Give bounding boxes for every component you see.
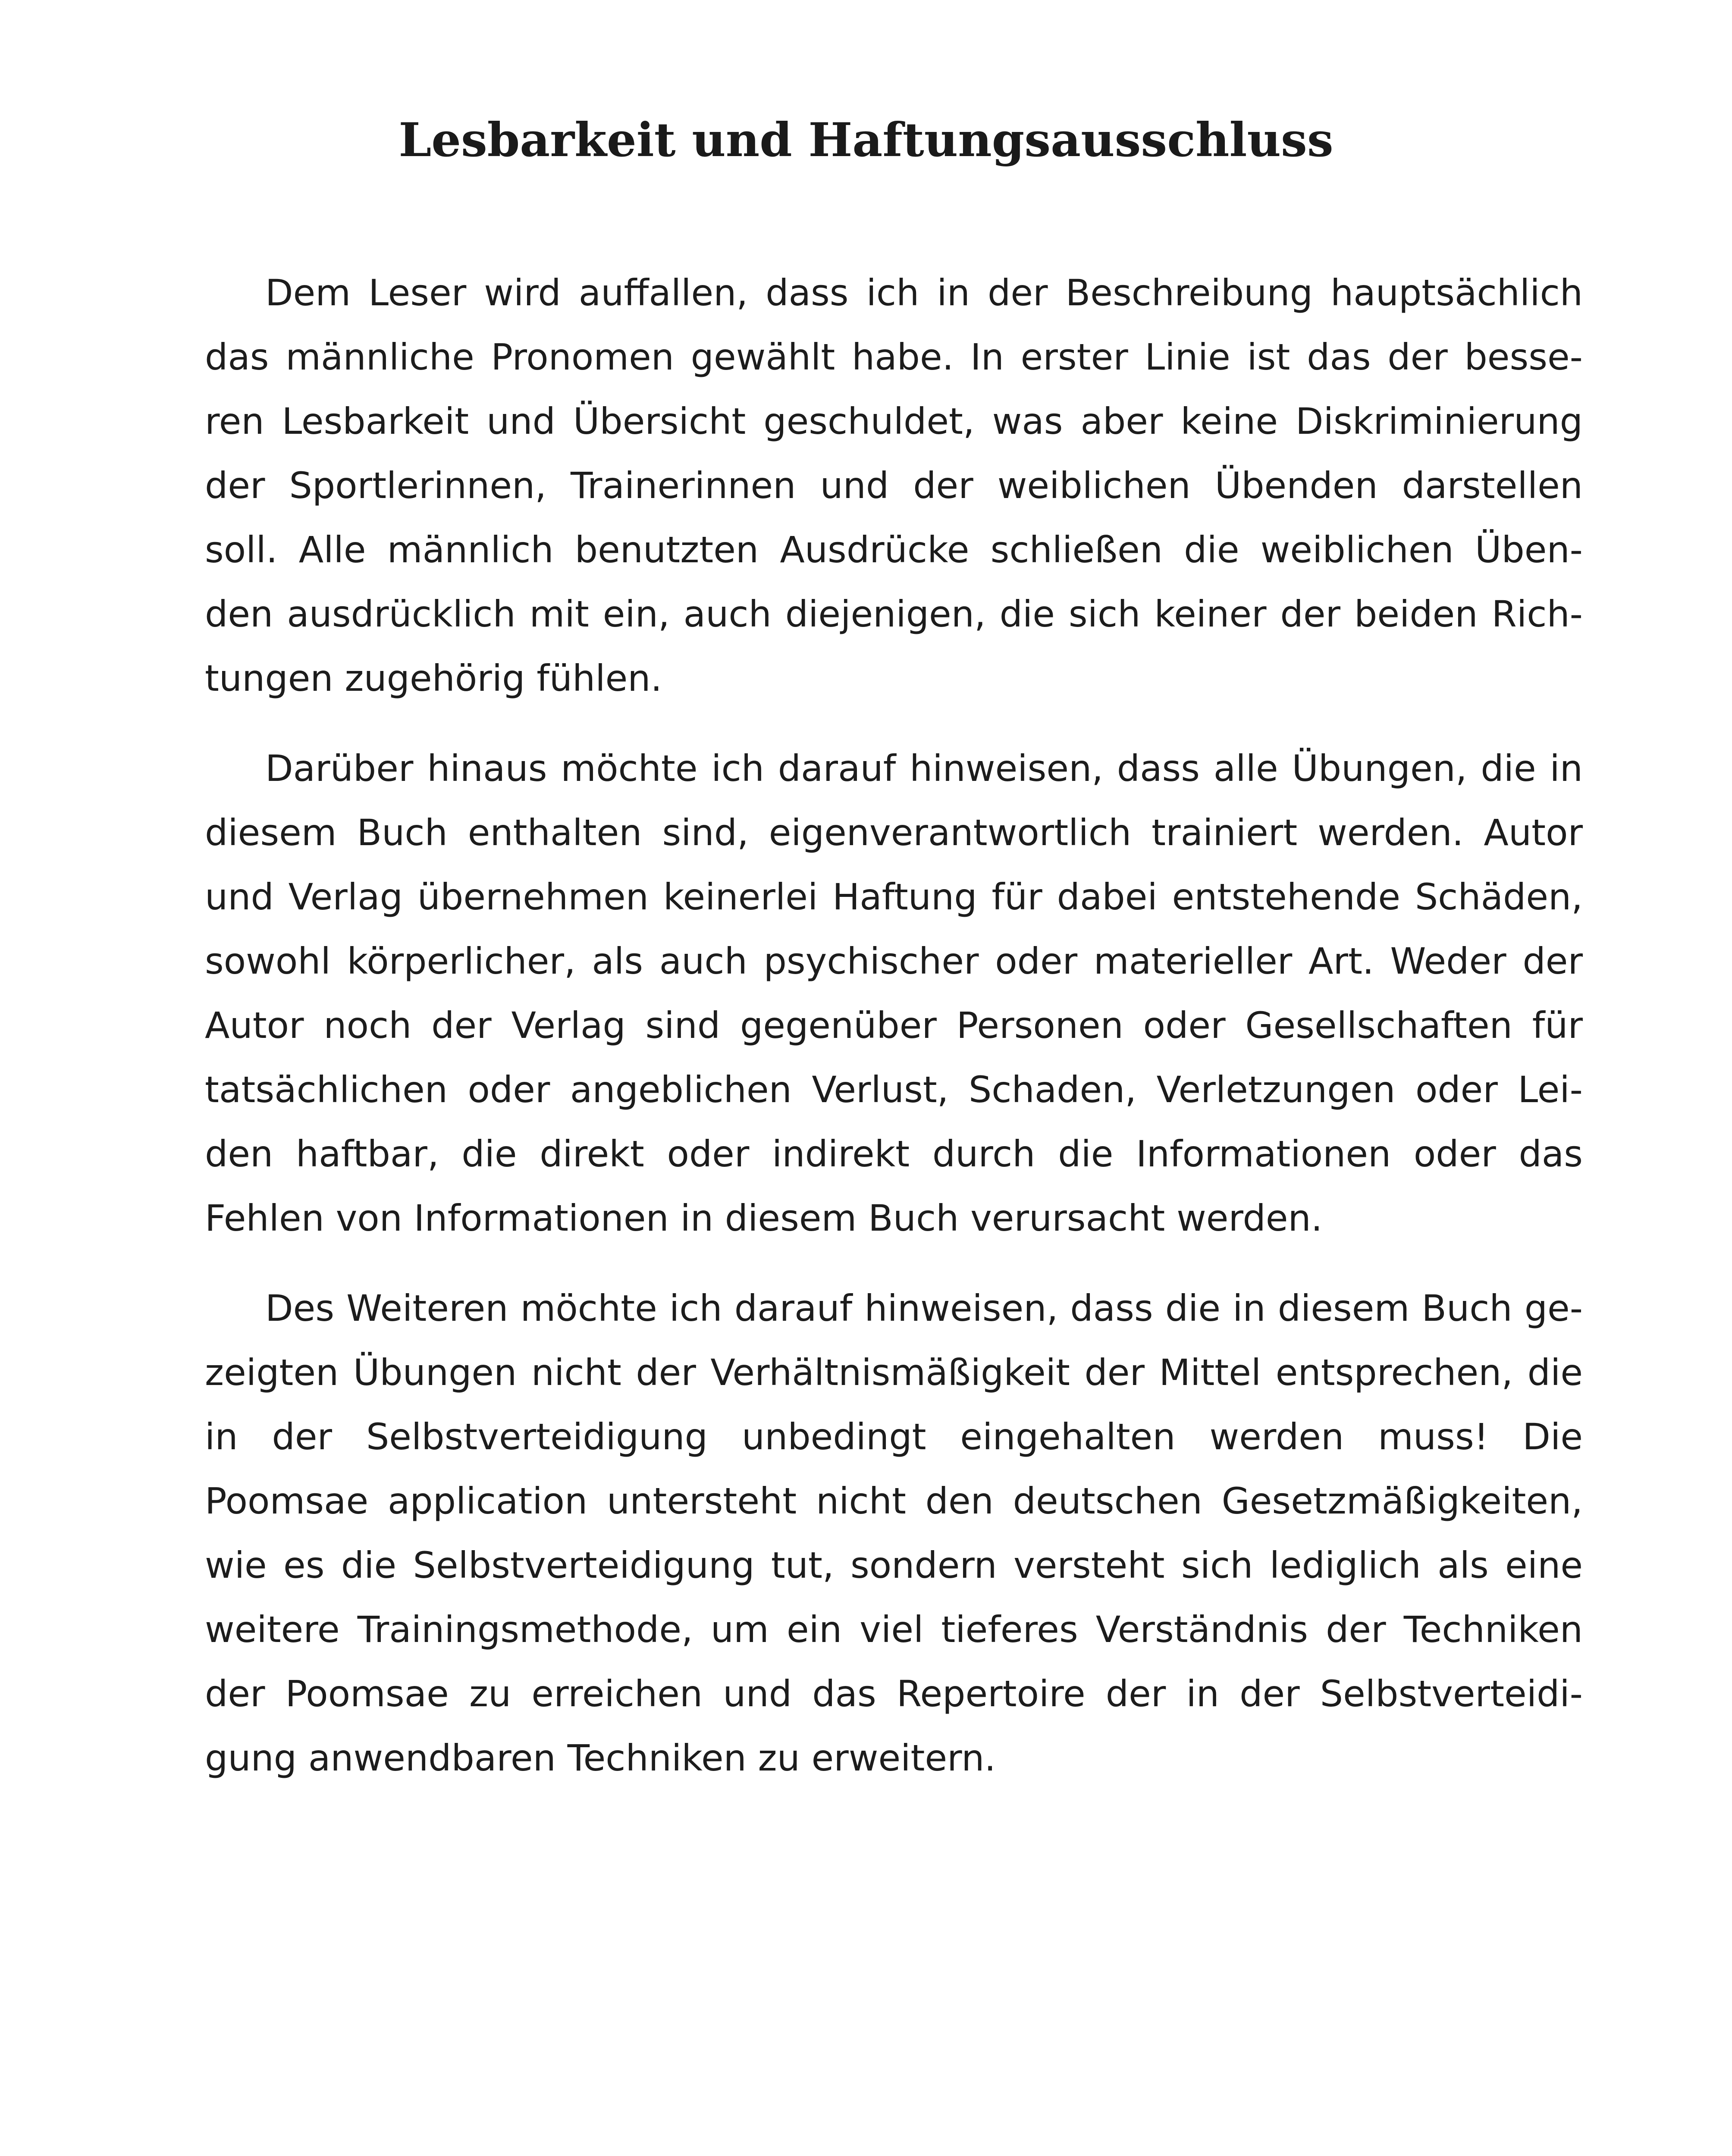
text-line: Fehlen von Informationen in diesem Buch verursacht werden. <box>205 1197 1323 1239</box>
text-line: in der Selbstverteidigung unbedingt eingehalten werden muss! Die <box>205 1416 1583 1458</box>
text-line: Poomsae application untersteht nicht den deutschen Gesetzmäßigkeiten, <box>205 1480 1583 1522</box>
text-line: zeigten Übungen nicht der Verhältnismäßigkeit der Mittel entsprechen, die <box>205 1351 1583 1394</box>
text-line: das männliche Pronomen gewählt habe. In erster Linie ist das der besse- <box>205 336 1583 378</box>
text-line: und Verlag übernehmen keinerlei Haftung für dabei entstehende Schäden, <box>205 876 1583 918</box>
text-line: sowohl körperlicher, als auch psychischer oder materieller Art. Weder der <box>205 940 1583 982</box>
text-line: gung anwendbaren Techniken zu erweitern. <box>205 1737 996 1779</box>
text-line: Des Weiteren möchte ich darauf hinweisen, dass die in diesem Buch ge- <box>265 1287 1583 1329</box>
page-title: Lesbarkeit und Haftungsausschluss <box>398 113 1334 167</box>
text-line: Dem Leser wird auffallen, dass ich in der Beschreibung hauptsächlich <box>265 272 1583 314</box>
paragraph-readability <box>205 261 1583 711</box>
text-line: Darüber hinaus möchte ich darauf hinweisen, dass alle Übungen, die in <box>265 747 1583 790</box>
text-line: Autor noch der Verlag sind gegenüber Personen oder Gesellschaften für <box>205 1004 1583 1047</box>
text-line: tatsächlichen oder angeblichen Verlust, Schaden, Verletzungen oder Lei- <box>205 1069 1583 1111</box>
text-line: den haftbar, die direkt oder indirekt durch die Informationen oder das <box>205 1133 1583 1175</box>
text-line: diesem Buch enthalten sind, eigenverantwortlich trainiert werden. Autor <box>205 812 1583 854</box>
text-line: wie es die Selbstverteidigung tut, sondern versteht sich lediglich als eine <box>205 1544 1583 1586</box>
body-text <box>205 261 1583 1816</box>
text-line: der Sportlerinnen, Trainerinnen und der weiblichen Übenden darstellen <box>205 464 1583 507</box>
text-line: weitere Trainingsmethode, um ein viel tieferes Verständnis der Techniken <box>205 1608 1583 1651</box>
paragraph-self-defense <box>205 1276 1583 1790</box>
text-line: ren Lesbarkeit und Übersicht geschuldet, was aber keine Diskriminierung <box>205 400 1583 442</box>
text-line: soll. Alle männlich benutzten Ausdrücke schließen die weiblichen Üben- <box>205 529 1583 571</box>
text-line: tungen zugehörig fühlen. <box>205 657 662 699</box>
paragraph-liability <box>205 736 1583 1250</box>
text-line: der Poomsae zu erreichen und das Repertoire der in der Selbstverteidi- <box>205 1673 1583 1715</box>
text-line: den ausdrücklich mit ein, auch diejenigen, die sich keiner der beiden Rich- <box>205 593 1583 635</box>
